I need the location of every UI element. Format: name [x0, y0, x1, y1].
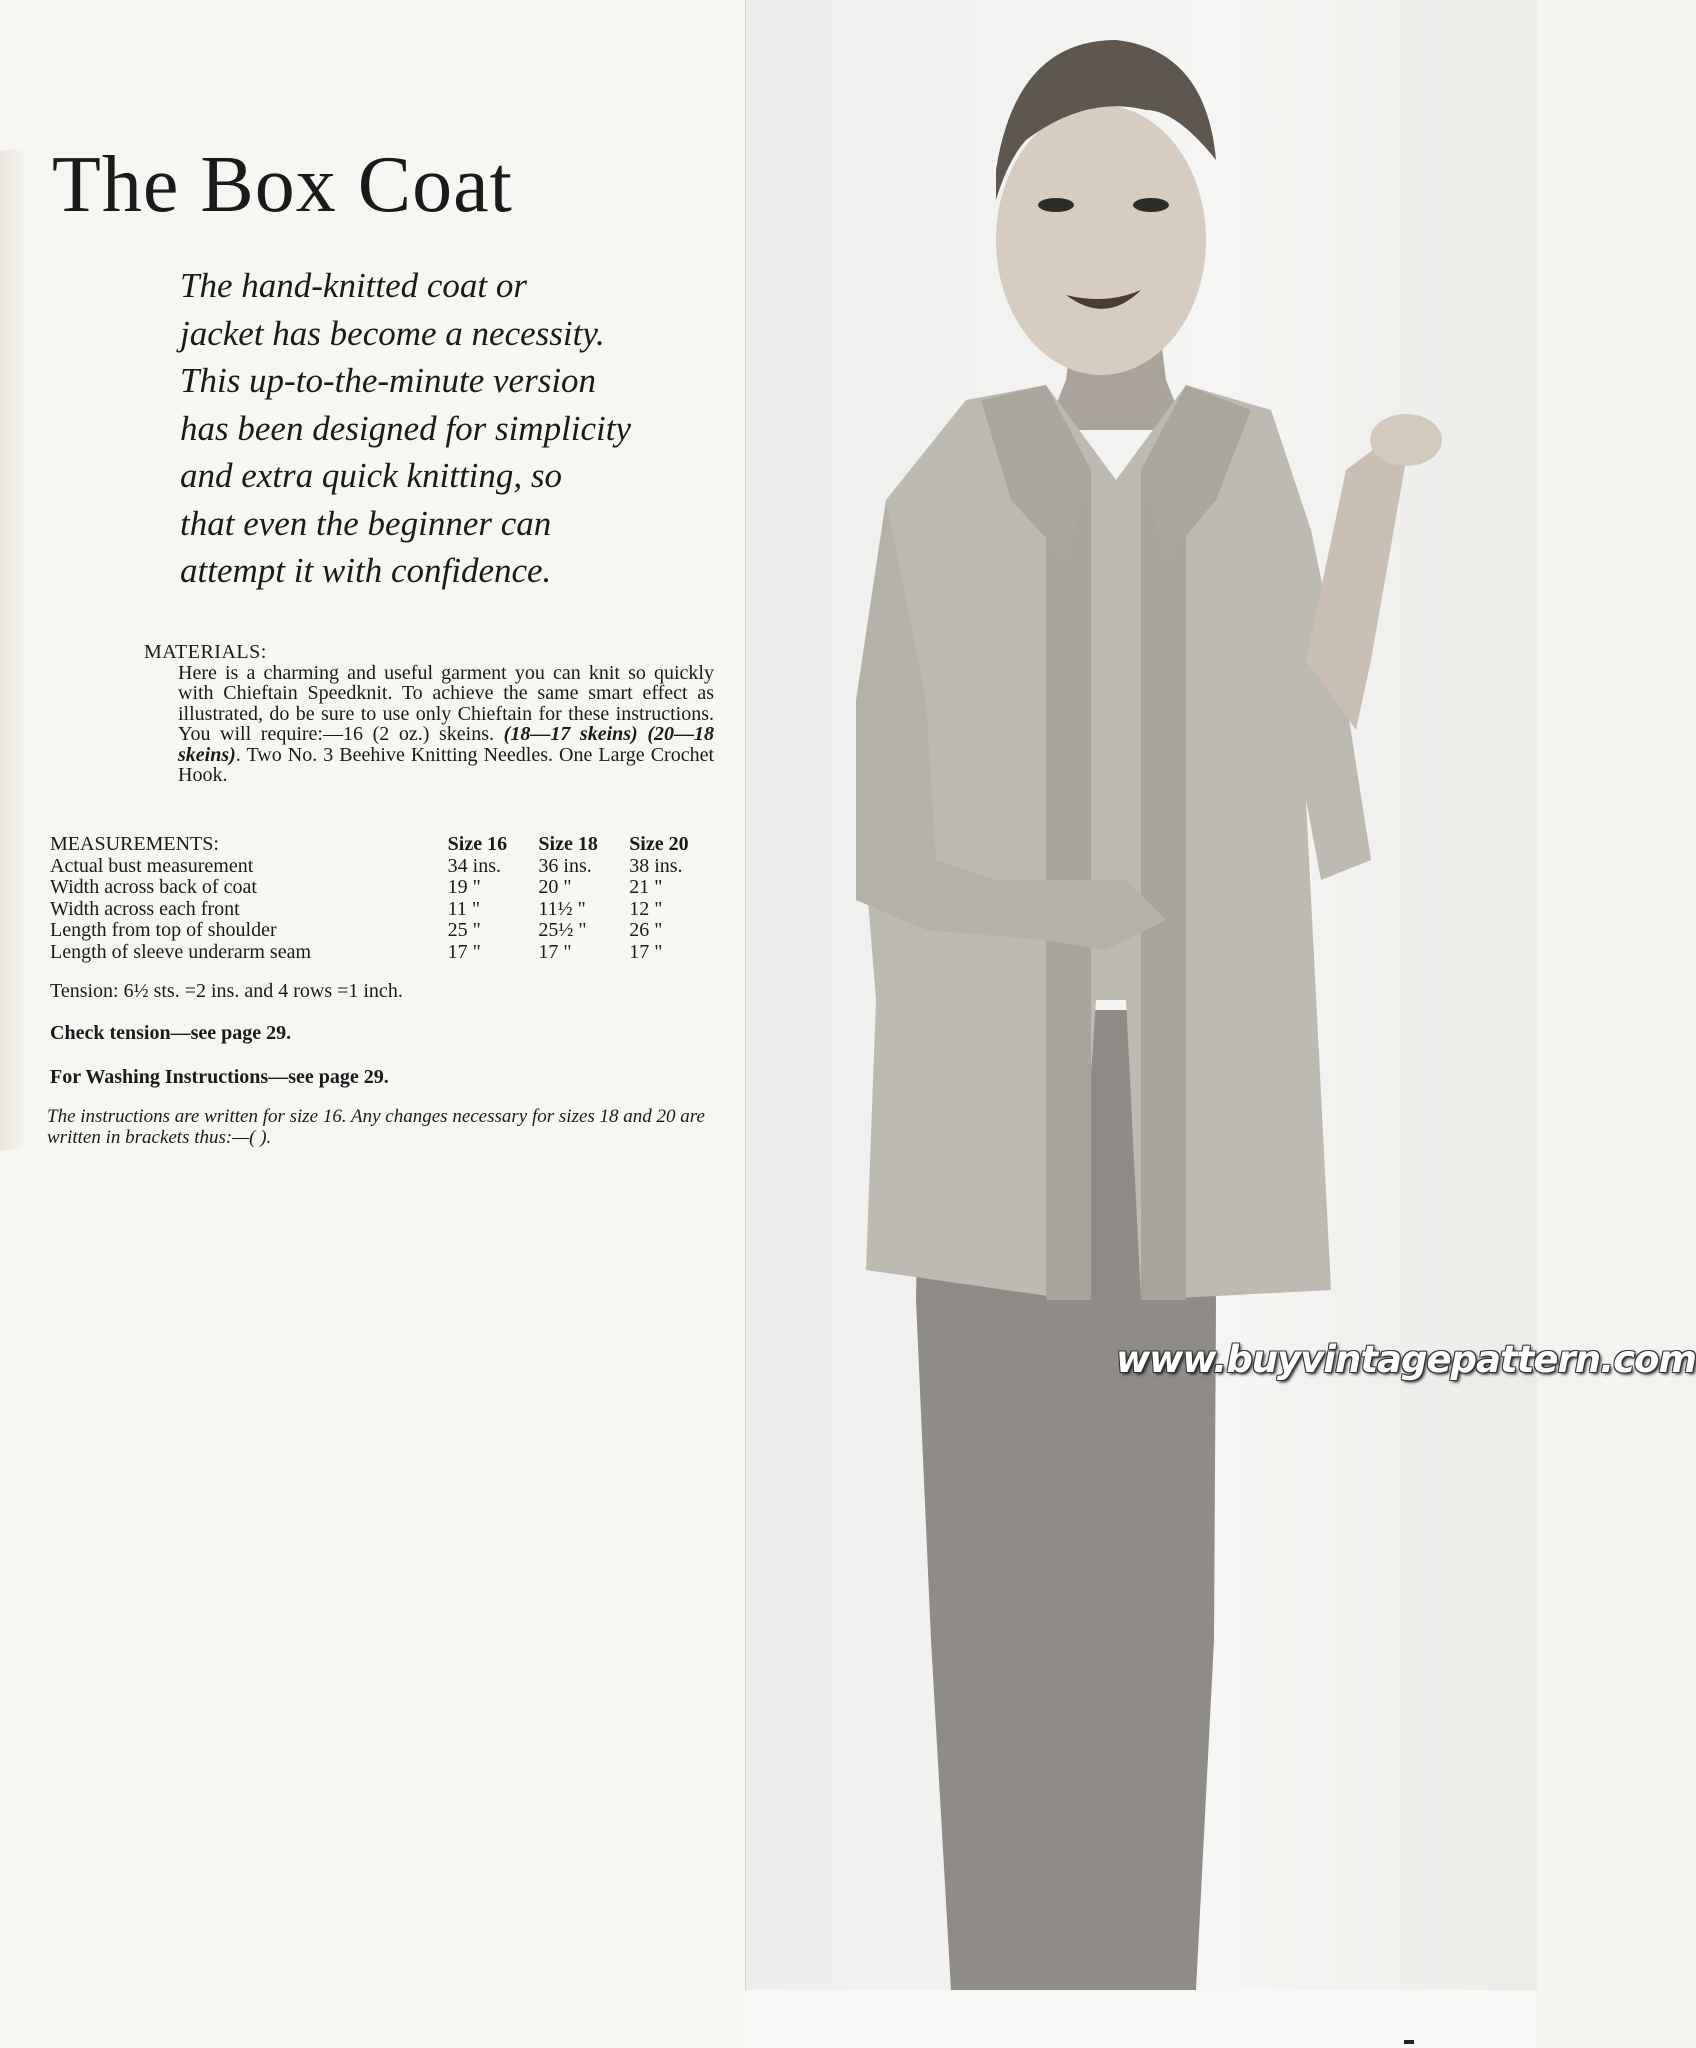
measurements-section [50, 834, 720, 963]
row-value: 20 " [538, 876, 572, 898]
materials-brackets: (18—17 skeins) (20—18 skeins) [178, 723, 714, 766]
materials-text [178, 663, 714, 786]
page-title: The Box Coat [52, 141, 513, 229]
model-photo [745, 0, 1537, 1990]
photo-margin [745, 1990, 1536, 2048]
row-value: 11 " [447, 897, 481, 920]
eye [1038, 198, 1074, 212]
page-fold-shadow [0, 150, 28, 1150]
table-header-row [50, 834, 720, 856]
row-value: 11½ " [538, 897, 586, 920]
intro-line: jacket has become a necessity. [180, 313, 605, 353]
row-label: Length from top of shoulder [50, 919, 277, 941]
model-illustration [746, 0, 1537, 1990]
intro-line: has been designed for simplicity [180, 408, 632, 448]
measurements-heading: MEASUREMENTS: [50, 833, 219, 855]
washing-instructions-text: For Washing Instructions—see page 29. [50, 1066, 389, 1088]
tension-text: Tension: 6½ sts. =2 ins. and 4 rows =1 inch. [50, 980, 403, 1002]
row-label: Actual bust measurement [50, 854, 254, 877]
intro-line: This up-to-the-minute version [180, 361, 597, 400]
row-label: Length of sleeve underarm seam [50, 940, 312, 963]
row-value: 17 " [447, 940, 481, 963]
row-value: 36 ins. [538, 854, 592, 877]
row-value: 19 " [447, 876, 481, 898]
check-tension-text: Check tension—see page 29. [50, 1022, 292, 1044]
row-label: Width across back of coat [50, 876, 257, 898]
raised-hand [1370, 414, 1442, 466]
page-number-mark [1404, 2040, 1414, 2044]
intro-line: that even the beginner can [180, 503, 552, 543]
watermark-text: www.buyvintagepattern.com [1116, 1338, 1696, 1381]
eye [1133, 198, 1169, 212]
materials-heading: MATERIALS: [144, 641, 267, 663]
table-row [50, 920, 720, 942]
intro-paragraph [180, 262, 720, 595]
size-header: Size 16 [447, 833, 508, 855]
face [996, 105, 1206, 375]
table-row [50, 942, 720, 964]
intro-line: and extra quick knitting, so [180, 456, 563, 495]
size-header: Size 18 [538, 833, 598, 855]
materials-text-part: . Two No. 3 Beehive Knitting Needles. One Large Crochet Hook. [178, 743, 714, 786]
row-value: 12 " [629, 897, 663, 920]
row-value: 34 ins. [447, 854, 501, 877]
measurements-table [50, 834, 720, 963]
row-value: 25 " [447, 919, 481, 941]
materials-text-part: Here is a charming and useful garment you can knit so quickly with Chieftain Speedknit. To achieve the same smart effect as illustrated, do be sure to use only Chieftain for these instructions. You will require:—16 (2 oz.) skeins. [178, 661, 714, 745]
materials-section [144, 642, 714, 786]
table-row [50, 877, 720, 899]
row-value: 26 " [629, 919, 663, 941]
intro-line: The hand-knitted coat or [180, 266, 528, 305]
row-value: 17 " [538, 940, 572, 963]
table-row [50, 856, 720, 878]
row-label: Width across each front [50, 897, 240, 920]
size-header: Size 20 [629, 833, 689, 855]
row-value: 17 " [629, 940, 663, 963]
size-note: The instructions are written for size 16. Any changes necessary for sizes 18 and 20 are written in brackets thus:—( ). [47, 1106, 705, 1148]
intro-line: attempt it with confidence. [180, 551, 552, 590]
table-row [50, 899, 720, 921]
text-page [0, 0, 745, 2048]
row-value: 25½ " [538, 919, 587, 941]
row-value: 21 " [629, 876, 663, 898]
row-value: 38 ins. [629, 854, 683, 877]
